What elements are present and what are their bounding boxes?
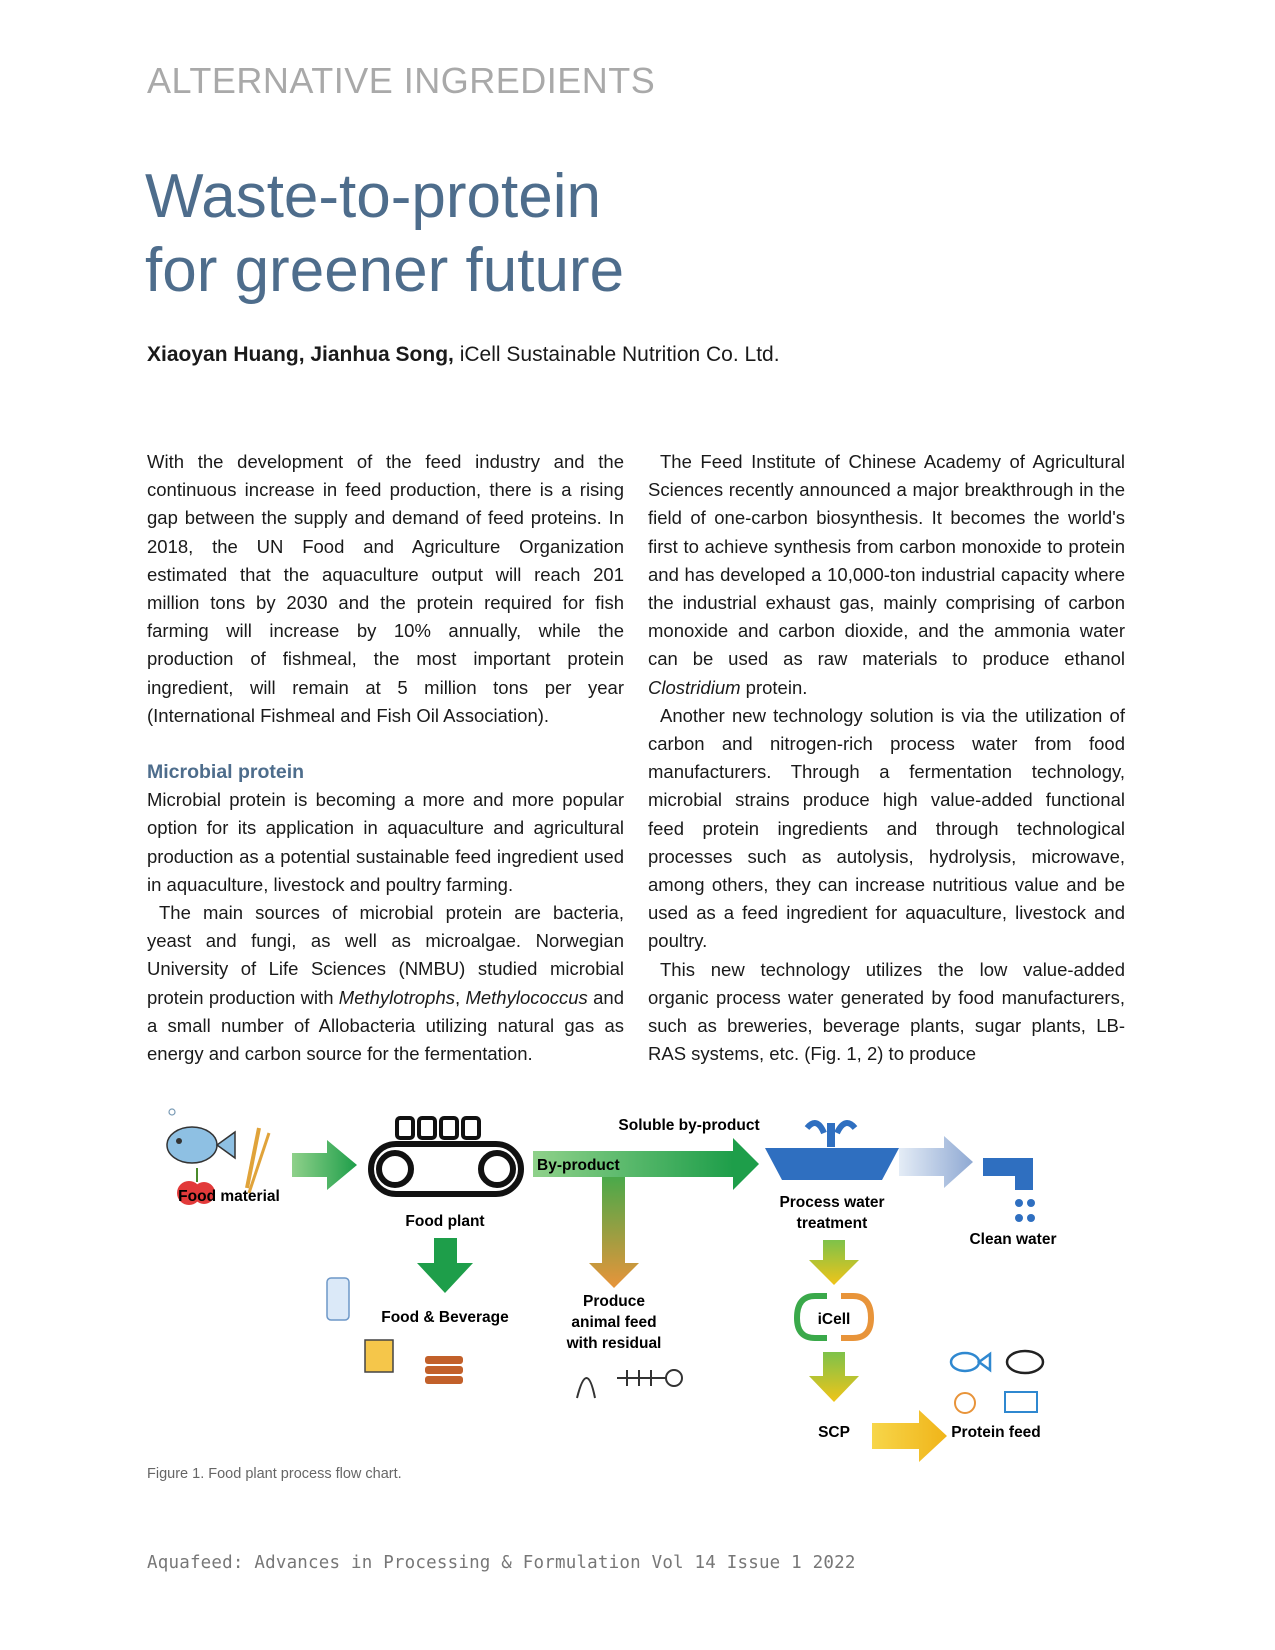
right-column <box>648 448 1125 1068</box>
authors <box>147 343 780 367</box>
paragraph: This new technology utilizes the low value-added organic process water generated by food manufacturers, such as breweries, beverage plants, sugar plants, LB-RAS systems, etc. (Fig. 1, 2) to produce <box>648 958 1125 1065</box>
animals-icon <box>951 1351 1043 1413</box>
process-water-label-2: treatment <box>796 1215 868 1232</box>
scp-label: SCP <box>818 1424 850 1441</box>
left-column <box>147 448 624 1068</box>
paragraph: With the development of the feed industry and the continuous increase in feed production, there is a rising gap between the supply and demand of feed proteins. In 2018, the UN Food and Agriculture Organization estimated that the aquaculture output will reach 201 million tons by 2030 and the protein required for fish farming will increase by 10% annually, while the production of fishmeal, the most important protein ingredient, will remain at 5 million tons per year (International Fishmeal and Fish Oil Association). <box>147 451 624 726</box>
beverage-icon <box>327 1278 463 1384</box>
arrow-to-icell <box>809 1240 859 1285</box>
paragraph: The main sources of microbial protein are bacteria, yeast and fungi, as well as microalgae. Norwegian University of Life Sciences (NMBU) studied microbial protein production with Methylotrophs, Methylococcus and a small number of Allobacteria utilizing natural gas as energy and carbon source for the fermentation. <box>147 902 624 1065</box>
section-label: ALTERNATIVE INGREDIENTS <box>147 60 656 101</box>
title-line-2: for greener future <box>145 236 625 305</box>
arrow-to-protein-feed <box>872 1410 947 1462</box>
subheading: Microbial protein <box>147 761 305 784</box>
arrow-to-food-beverage <box>417 1238 473 1293</box>
arrow-to-clean-water <box>899 1136 973 1188</box>
clean-water-label: Clean water <box>969 1231 1057 1248</box>
produce-label-2: animal feed <box>571 1314 657 1331</box>
author-names: Xiaoyan Huang, Jianhua Song, <box>147 343 454 366</box>
food-plant-icon <box>371 1118 521 1194</box>
arrow-to-process-water <box>733 1138 759 1190</box>
soluble-by-product-label: Soluble by-product <box>618 1117 760 1134</box>
figure-caption: Figure 1. Food plant process flow chart. <box>147 1466 402 1482</box>
arrow-to-scp <box>809 1352 859 1402</box>
food-beverage-label: Food & Beverage <box>381 1309 509 1326</box>
arrow-to-animal-feed <box>589 1177 639 1288</box>
icell-label: iCell <box>817 1311 851 1328</box>
tap-icon <box>983 1158 1035 1222</box>
process-water-label-1: Process water <box>779 1194 885 1211</box>
residual-icon <box>577 1370 682 1398</box>
article-title <box>145 160 624 308</box>
food-plant-label: Food plant <box>405 1213 485 1230</box>
process-water-icon <box>765 1123 899 1180</box>
by-product-label: By-product <box>537 1157 620 1174</box>
produce-label-1: Produce <box>582 1293 646 1310</box>
title-line-1: Waste-to-protein <box>145 162 601 231</box>
paragraph: Microbial protein is becoming a more and more popular option for its application in aquaculture and agricultural production as a potential sustainable feed ingredient used in aquaculture, livestock and poultry farming. <box>147 789 624 895</box>
arrow-to-food-plant <box>292 1140 357 1190</box>
produce-label-3: with residual <box>566 1335 662 1352</box>
author-affiliation: iCell Sustainable Nutrition Co. Ltd. <box>453 343 780 366</box>
protein-feed-label: Protein feed <box>951 1424 1041 1441</box>
paragraph: The Feed Institute of Chinese Academy of Agricultural Sciences recently announced a major breakthrough in the field of one-carbon biosynthesis. It becomes the world's first to achieve synthesis from carbon monoxide to protein and has developed a 10,000-ton industrial capacity where the industrial exhaust gas, mainly comprising of carbon monoxide and carbon dioxide, and the ammonia water can be used as raw materials to produce ethanol Clostridium protein. <box>648 451 1125 698</box>
food-material-label: Food material <box>178 1188 280 1205</box>
paragraph: Another new technology solution is via the utilization of carbon and nitrogen-rich process water from food manufacturers. Through a fermentation technology, microbial strains produce high value-added functional feed protein ingredients and through technological processes such as autolysis, hydrolysis, microwave, among others, they can increase nutritious value and be used as a feed ingredient for aquaculture, livestock and poultry. <box>648 704 1125 952</box>
page-footer: Aquafeed: Advances in Processing & Formulation Vol 14 Issue 1 2022 <box>147 1553 856 1573</box>
process-flow-figure <box>147 1108 1122 1488</box>
